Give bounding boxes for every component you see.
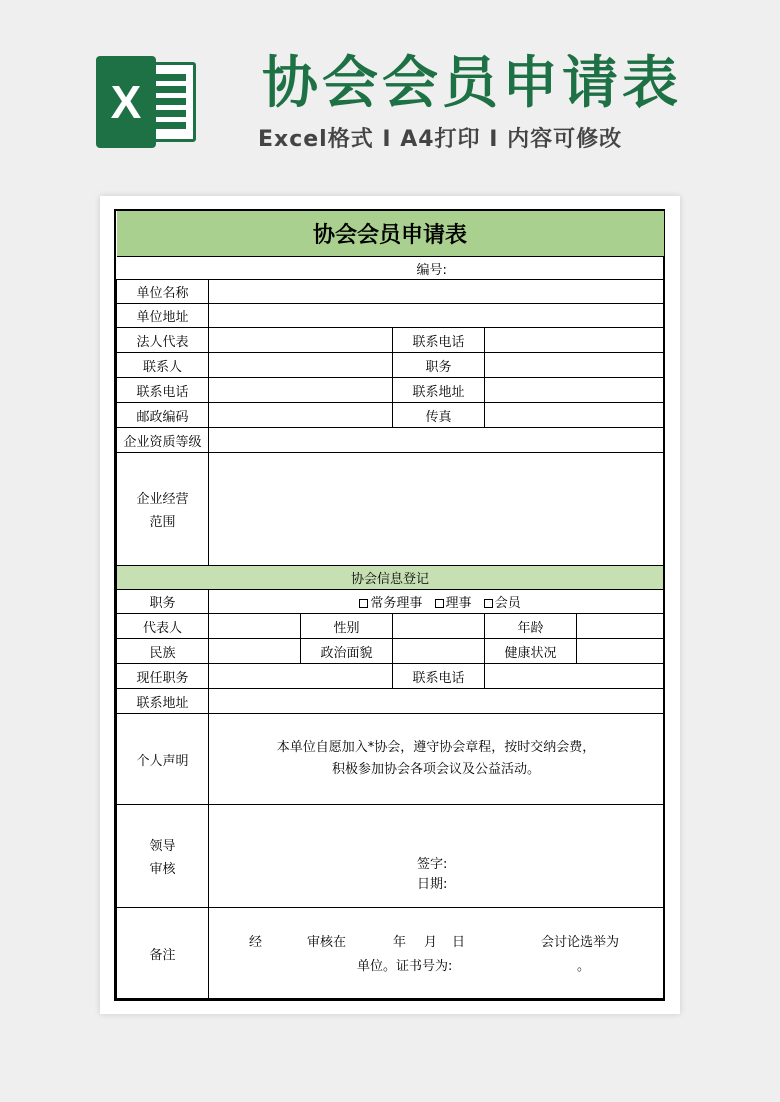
business-scope-field[interactable] (209, 453, 664, 566)
signature-label: 签字: (417, 857, 448, 872)
age-field[interactable] (577, 614, 664, 639)
page-header (0, 0, 780, 190)
checkbox-director[interactable] (435, 599, 444, 608)
ethnicity-field[interactable] (209, 639, 301, 664)
phone-field[interactable] (485, 328, 664, 353)
contact-field[interactable] (209, 353, 393, 378)
contact-label: 联系人 (117, 353, 209, 378)
postcode-label: 邮政编码 (117, 403, 209, 428)
declaration-text: 本单位自愿加入*协会，遵守协会章程，按时交纳会费， 积极参加协会各项会议及公益活动。 (209, 714, 664, 805)
member-address-label: 联系地址 (117, 689, 209, 714)
excel-x-letter: X (96, 56, 156, 148)
checkbox-member[interactable] (484, 599, 493, 608)
legal-rep-field[interactable] (209, 328, 393, 353)
member-address-field[interactable] (209, 689, 664, 714)
member-position-label: 职务 (117, 590, 209, 614)
unit-address-label: 单位地址 (117, 304, 209, 328)
remarks-label: 备注 (117, 908, 209, 999)
representative-label: 代表人 (117, 614, 209, 639)
review-label: 领导 审核 (117, 805, 209, 908)
age-label: 年龄 (485, 614, 577, 639)
fax-label: 传真 (393, 403, 485, 428)
date-label: 日期: (417, 877, 448, 892)
remarks-text: 经 审核在 年 月 日 会讨论选举为 单位。证书号为: 。 (209, 908, 664, 999)
member-phone-label: 联系电话 (393, 664, 485, 689)
unit-address-field[interactable] (209, 304, 664, 328)
politics-label: 政治面貌 (301, 639, 393, 664)
postcode-field[interactable] (209, 403, 393, 428)
unit-name-field[interactable] (209, 280, 664, 304)
representative-field[interactable] (209, 614, 301, 639)
contact-address-label: 联系地址 (393, 378, 485, 403)
phone-label: 联系电话 (393, 328, 485, 353)
ethnicity-label: 民族 (117, 639, 209, 664)
unit-name-label: 单位名称 (117, 280, 209, 304)
form-table (116, 211, 664, 999)
member-phone-field[interactable] (485, 664, 664, 689)
position-label: 职务 (393, 353, 485, 378)
application-form (114, 209, 665, 1001)
health-field[interactable] (577, 639, 664, 664)
checkbox-standing-director[interactable] (359, 599, 368, 608)
review-field[interactable] (209, 805, 664, 908)
current-position-field[interactable] (209, 664, 393, 689)
member-position-options: 常务理事 理事 会员 (209, 590, 664, 614)
form-title: 协会会员申请表 (117, 211, 664, 257)
qualification-field[interactable] (209, 428, 664, 453)
contact-phone-field[interactable] (209, 378, 393, 403)
contact-address-field[interactable] (485, 378, 664, 403)
fax-field[interactable] (485, 403, 664, 428)
politics-field[interactable] (393, 639, 485, 664)
excel-logo-icon (96, 56, 200, 148)
declaration-label: 个人声明 (117, 714, 209, 805)
banner-title: 协会会员申请表 (262, 51, 682, 116)
qualification-label: 企业资质等级 (117, 428, 209, 453)
position-field[interactable] (485, 353, 664, 378)
current-position-label: 现任职务 (117, 664, 209, 689)
banner-subtitle: Excel格式 Ⅰ A4打印 Ⅰ 内容可修改 (258, 127, 623, 152)
gender-label: 性别 (301, 614, 393, 639)
section-association-info: 协会信息登记 (117, 566, 664, 590)
number-label: 编号: (393, 257, 664, 280)
gender-field[interactable] (393, 614, 485, 639)
business-scope-label: 企业经营 范围 (117, 453, 209, 566)
contact-phone-label: 联系电话 (117, 378, 209, 403)
health-label: 健康状况 (485, 639, 577, 664)
legal-rep-label: 法人代表 (117, 328, 209, 353)
